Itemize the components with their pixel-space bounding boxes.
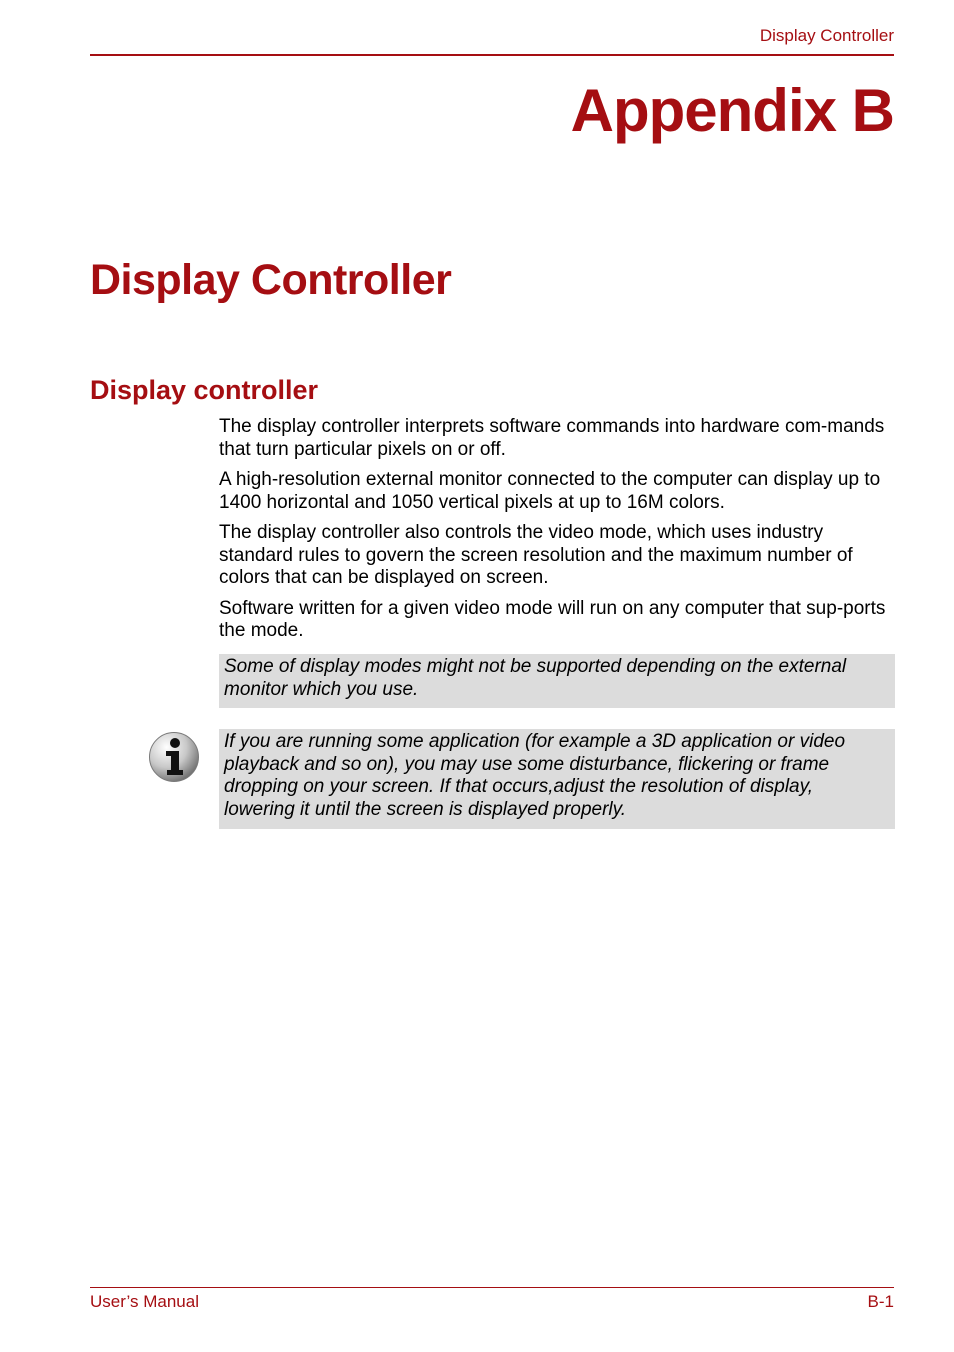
header-rule	[90, 54, 894, 56]
paragraph: The display controller interprets software commands into hardware com-mands that turn particular pixels on or off.	[219, 416, 885, 460]
info-icon	[148, 731, 200, 783]
note-box: If you are running some application (for example a 3D application or video playback and so on), you may use some disturbance, flickering or frame dropping on your screen. If that occurs,adjust the resolution of display, lowering it until the screen is displayed properly.	[219, 729, 895, 829]
footer-rule	[90, 1287, 894, 1288]
footer-manual-name: User’s Manual	[90, 1292, 199, 1311]
running-header: Display Controller	[759, 26, 894, 45]
page-number: B-1	[867, 1292, 894, 1311]
paragraph: A high-resolution external monitor connected to the computer can display up to 1400 horizontal and 1050 vertical pixels at up to 16M colors.	[219, 469, 881, 513]
chapter-title: Display Controller	[90, 256, 452, 304]
paragraph: The display controller also controls the video mode, which uses industry standard rules to govern the screen resolution and the maximum number of colors that can be displayed on screen.	[219, 522, 853, 588]
body-text	[219, 416, 899, 651]
appendix-title: Appendix B	[570, 77, 894, 144]
section-title: Display controller	[90, 375, 319, 405]
note-box: Some of display modes might not be supported depending on the external monitor which you use.	[219, 654, 895, 708]
paragraph: Software written for a given video mode will run on any computer that sup-ports the mode.	[219, 597, 886, 641]
